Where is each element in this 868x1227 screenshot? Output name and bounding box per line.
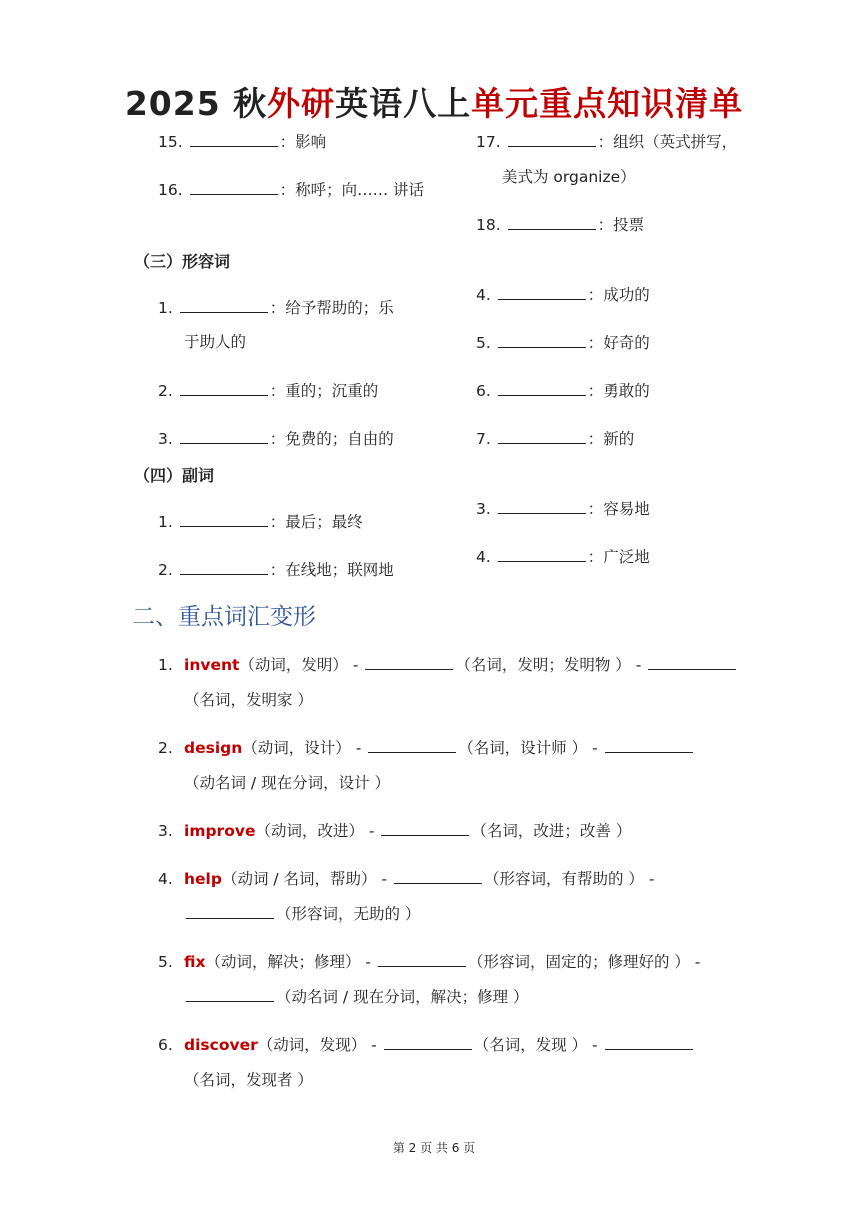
word-form-text: （动词，发现） - [257, 1036, 382, 1054]
adverb-item [476, 546, 650, 568]
word-form-text: （动词，改进） - [255, 822, 380, 840]
item-meaning: ：影响 [279, 133, 327, 151]
item-number: 17. [476, 133, 501, 151]
item-number: 1. [158, 513, 173, 531]
item-number: 3. [476, 500, 491, 518]
word-form-text: （形容词，无助的 ） [276, 905, 421, 923]
adjective-item [476, 284, 650, 306]
verb-item-15 [158, 131, 326, 153]
answer-blank[interactable] [186, 987, 274, 1002]
key-word: help [184, 870, 222, 888]
word-form-text: （动词 / 名词，帮助） - [221, 870, 392, 888]
item-meaning: ：好奇的 [587, 334, 650, 352]
item-number: 3. [158, 430, 173, 448]
item-meaning: ：最后；最终 [269, 513, 363, 531]
item-meaning: ：免费的；自由的 [269, 430, 394, 448]
adverbs-heading: （四）副词 [134, 466, 215, 485]
answer-blank[interactable] [498, 429, 586, 444]
item-number: 2. [158, 382, 173, 400]
item-meaning: ：投票 [597, 216, 645, 234]
page-title [0, 78, 868, 125]
answer-blank[interactable] [498, 499, 586, 514]
word-form-text: （形容词，有帮助的 ） - [484, 870, 655, 888]
answer-blank[interactable] [498, 547, 586, 562]
word-form-text: （动词，解决；修理） - [205, 953, 376, 971]
title-year: 2025 [124, 84, 221, 123]
adjective-item [476, 332, 650, 354]
item-number: 5. [476, 334, 491, 352]
answer-blank[interactable] [605, 738, 693, 753]
word-form-text: （动名词 / 现在分词，设计 ） [184, 774, 391, 792]
answer-blank[interactable] [498, 381, 586, 396]
word-form-text: （名词，发现者 ） [184, 1071, 313, 1089]
item-number: 6. [158, 1036, 173, 1054]
word-form-text: （名词，发现 ） - [473, 1036, 603, 1054]
answer-blank[interactable] [365, 655, 453, 670]
adjective-item [158, 380, 378, 402]
verb-item-18 [476, 214, 644, 236]
word-form-text: （形容词，固定的；修理好的 ） - [467, 953, 701, 971]
adjective-item [158, 297, 394, 319]
item-number: 16. [158, 181, 183, 199]
item-number: 3. [158, 822, 173, 840]
vocab-item-3 [158, 814, 748, 849]
key-word: fix [184, 953, 206, 971]
item-number: 4. [476, 286, 491, 304]
word-form-text: （动词，发明） - [239, 656, 364, 674]
title-part2: 外研 [267, 84, 336, 123]
vocab-item-1 [158, 648, 748, 718]
item-meaning: ：勇敢的 [587, 382, 650, 400]
answer-blank[interactable] [381, 821, 469, 836]
adjective-item-line2 [184, 331, 246, 353]
item-number: 18. [476, 216, 501, 234]
item-meaning: ：在线地；联网地 [269, 561, 394, 579]
section-heading: 二、重点词汇变形 [132, 604, 316, 630]
title-part4: 单元重点知识清单 [471, 84, 744, 123]
answer-blank[interactable] [190, 180, 278, 195]
adjective-item [476, 428, 634, 450]
adverb-item [158, 511, 363, 533]
vocab-item-6 [158, 1028, 748, 1098]
item-meaning: ：称呼；向…… 讲话 [279, 181, 425, 199]
verb-item-17 [476, 131, 737, 153]
answer-blank[interactable] [508, 215, 596, 230]
item-number: 2. [158, 739, 173, 757]
item-meaning: ：重的；沉重的 [269, 382, 379, 400]
answer-blank[interactable] [180, 560, 268, 575]
answer-blank[interactable] [498, 333, 586, 348]
answer-blank[interactable] [498, 285, 586, 300]
key-word: design [184, 739, 243, 757]
item-meaning: ：容易地 [587, 500, 650, 518]
key-word: discover [184, 1036, 258, 1054]
item-number: 15. [158, 133, 183, 151]
verb-item-17-line2 [502, 166, 636, 188]
word-form-text: （动名词 / 现在分词，解决；修理 ） [276, 988, 529, 1006]
item-number: 7. [476, 430, 491, 448]
page-footer: 第 2 页 共 6 页 [392, 1141, 476, 1155]
answer-blank[interactable] [186, 904, 274, 919]
key-word: improve [184, 822, 256, 840]
answer-blank[interactable] [180, 298, 268, 313]
verb-item-16 [158, 179, 424, 201]
answer-blank[interactable] [190, 132, 278, 147]
adjective-item [158, 428, 394, 450]
item-meaning: ：成功的 [587, 286, 650, 304]
item-number: 6. [476, 382, 491, 400]
item-number: 5. [158, 953, 173, 971]
answer-blank[interactable] [368, 738, 456, 753]
item-meaning-cont: 于助人的 [184, 333, 247, 351]
word-form-text: （名词，发明家 ） [184, 691, 313, 709]
item-meaning: ：广泛地 [587, 548, 650, 566]
adjective-item [476, 380, 650, 402]
item-meaning: ：给予帮助的；乐 [269, 299, 394, 317]
vocab-item-2 [158, 731, 748, 801]
answer-blank[interactable] [648, 655, 736, 670]
item-number: 1. [158, 656, 173, 674]
answer-blank[interactable] [605, 1035, 693, 1050]
answer-blank[interactable] [508, 132, 596, 147]
word-form-text: （动词，设计） - [242, 739, 367, 757]
answer-blank[interactable] [180, 512, 268, 527]
answer-blank[interactable] [180, 381, 268, 396]
key-word: invent [184, 656, 240, 674]
item-number: 4. [158, 870, 173, 888]
answer-blank[interactable] [180, 429, 268, 444]
vocab-item-4 [158, 862, 748, 932]
item-meaning: ：组织（英式拼写， [597, 133, 738, 151]
word-form-text: （名词，发明；发明物 ） - [455, 656, 647, 674]
item-number: 1. [158, 299, 173, 317]
title-part3: 英语八上 [335, 84, 472, 123]
answer-blank[interactable] [394, 869, 482, 884]
adjectives-heading: （三）形容词 [134, 252, 231, 271]
word-form-text: （名词，改进；改善 ） [471, 822, 632, 840]
item-number: 4. [476, 548, 491, 566]
adverb-item [476, 498, 650, 520]
item-meaning-cont: 美式为 organize） [502, 168, 636, 186]
title-part1: 秋 [233, 84, 268, 123]
item-number: 2. [158, 561, 173, 579]
item-meaning: ：新的 [587, 430, 635, 448]
adverb-item [158, 559, 394, 581]
word-form-text: （名词，设计师 ） - [458, 739, 603, 757]
answer-blank[interactable] [384, 1035, 472, 1050]
answer-blank[interactable] [378, 952, 466, 967]
vocab-item-5 [158, 945, 748, 1015]
